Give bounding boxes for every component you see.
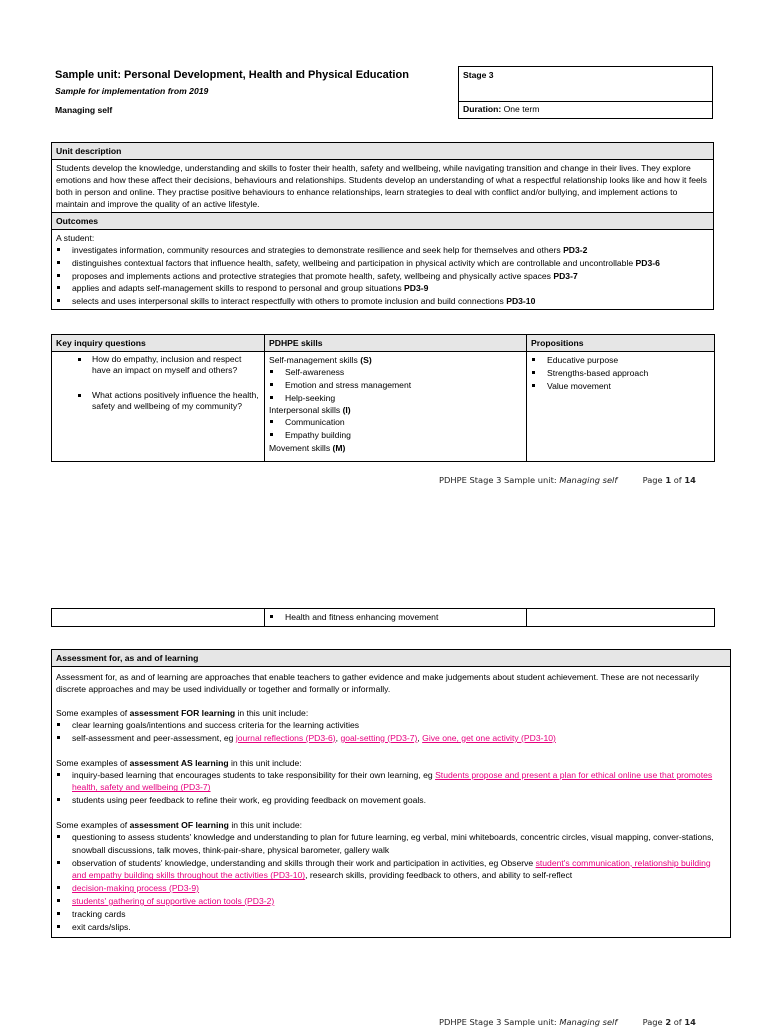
movement-label: Movement skills (M) (269, 442, 346, 453)
outcome-code: PD3-9 (404, 283, 429, 294)
outcome-code: PD3-2 (563, 245, 588, 255)
proposition-item: Value movement (531, 380, 710, 393)
list-item: observation of students' knowledge, understanding and skills through their work and participation in activities, eg Observe student's communication, relationship building and empathy building skills throughout the activities (PD3-10), research skills, providing feedback to others, and ability to self-reflect (56, 857, 726, 883)
outcomes-intro: A student: (56, 233, 95, 243)
unit-description-text: Students develop the knowledge, understanding and skills to foster their health, safety and wellbeing, while navigating transition and change in their lives. They explore emotions and how these affect their decisions, behaviours and relationships. Students develop an understanding of what a respectful relationship looks like and how it feels both in person and online. They practise positive behaviours to enhance relationships, learn strategies to deal with conflict and/or bullying, and implement actions to maintain and improve the quality of an active lifestyle. (52, 160, 714, 213)
skills-cell (265, 352, 527, 462)
page-subtitle: Sample for implementation from 2019 (55, 86, 209, 96)
duration-label: Duration: (463, 104, 502, 114)
list-item: self-assessment and peer-assessment, eg journal reflections (PD3-6), goal-setting (PD3-7), Give one, get one activity (PD3-10) (56, 732, 726, 745)
proposition-item: Educative purpose (531, 354, 710, 367)
assessment-intro: Assessment for, as and of learning are approaches that enable teachers to gather evidence and make judgements about student achievement. These are not necessarily discrete approaches and may be used individually or together and formally or informally. (56, 672, 699, 694)
unit-name: Managing self (55, 105, 113, 115)
col-heading-questions: Key inquiry questions (52, 335, 265, 352)
list-item: students using peer feedback to refine their work, eg providing feedback on movement goals. (56, 794, 726, 807)
support-tools-link[interactable]: students' gathering of supportive action tools (PD3-2) (72, 895, 275, 906)
outcomes-cell (52, 230, 714, 310)
as-heading: Some examples of assessment AS learning in this unit include: (56, 757, 302, 768)
page-title: Sample unit: Personal Development, Health and Physical Education (55, 69, 409, 81)
decision-making-link[interactable]: decision-making process (PD3-9) (72, 883, 200, 894)
skills-cell-continued (265, 609, 527, 627)
outcomes-list (56, 244, 709, 308)
unit-description-table (51, 142, 714, 310)
duration (459, 102, 712, 116)
communication-skills-link[interactable]: student's communication, relationship building and empathy building skills throughout the activities (PD3-10) (72, 857, 711, 881)
skill-item: Empathy building (269, 429, 522, 442)
list-item: inquiry-based learning that encourages students to take responsibility for their own learning, eg Students propose and present a plan for ethical online use that promotes health, safety and wellbeing (PD3-7) (56, 769, 726, 795)
list-item: clear learning goals/intentions and success criteria for the learning activities (56, 719, 726, 732)
col-heading-skills: PDHPE skills (265, 335, 527, 352)
outcome-item: applies and adapts self-management skills to respond to personal and group situations PD3-9 (56, 282, 709, 295)
ethical-online-plan-link[interactable]: Students propose and present a plan for ethical online use that promotes health, safety and wellbeing (PD3-7) (72, 769, 713, 793)
goal-setting-link[interactable]: goal-setting (PD3-7) (340, 732, 418, 743)
question-item: What actions positively influence the health, safety and wellbeing of my community? (56, 390, 260, 411)
question-item: How do empathy, inclusion and respect have an impact on myself and others? (56, 354, 260, 375)
questions-cell-empty (52, 609, 265, 627)
questions-cell (52, 352, 265, 462)
propositions-cell (527, 352, 715, 462)
skill-item: Communication (269, 416, 522, 429)
inquiry-table-continued (51, 608, 715, 627)
proposition-item: Strengths-based approach (531, 367, 710, 380)
outcome-code: PD3-6 (635, 257, 660, 268)
assessment-heading: Assessment for, as and of learning (52, 650, 731, 667)
outcome-item: investigates information, community resources and strategies to demonstrate resilience and seek help for themselves and others PD3-2 (56, 244, 709, 257)
page-footer: PDHPE Stage 3 Sample unit: Managing self Page 1 of 14 (439, 475, 696, 485)
of-heading: Some examples of assessment OF learning in this unit include: (56, 819, 303, 830)
give-one-get-one-link[interactable]: Give one, get one activity (PD3-10) (422, 732, 556, 743)
outcome-code: PD3-7 (553, 270, 578, 281)
unit-description-heading: Unit description (52, 143, 714, 160)
outcome-item: distinguishes contextual factors that influence health, safety, wellbeing and participation in physical activity which are controllable and uncontrollable PD3-6 (56, 257, 709, 270)
skill-item: Self-awareness (269, 366, 522, 379)
skill-item: Health and fitness enhancing movement (269, 611, 522, 624)
assessment-body (52, 667, 731, 938)
page-footer-2: PDHPE Stage 3 Sample unit: Managing self Page 2 of 14 (439, 1017, 696, 1027)
for-heading: Some examples of assessment FOR learning in this unit include: (56, 708, 309, 718)
col-heading-propositions: Propositions (527, 335, 715, 352)
outcome-item: proposes and implements actions and protective strategies that promote health, safety, wellbeing and physically active spaces PD3-7 (56, 270, 709, 283)
propositions-cell-empty (527, 609, 715, 627)
list-item: questioning to assess students' knowledge and understanding to plan for future learning, eg verbal, mini whiteboards, concentric circles, visual mapping, conver-stations, snowball discussions, talk moves, think-pair-share, physical barometer, gallery walk (56, 831, 726, 857)
list-item (56, 895, 726, 908)
self-management-label: Self-management skills (S) (269, 355, 372, 365)
list-item (56, 882, 726, 895)
inquiry-table (51, 334, 715, 462)
outcome-item: selects and uses interpersonal skills to interact respectfully with others to promote inclusion and build connections PD3-10 (56, 295, 709, 308)
outcomes-heading: Outcomes (52, 213, 714, 230)
list-item: exit cards/slips. (56, 921, 726, 934)
skill-item: Emotion and stress management (269, 379, 522, 392)
stage-label: Stage 3 (459, 67, 712, 102)
duration-value: One term (503, 104, 540, 114)
stage-box (458, 66, 713, 119)
interpersonal-label: Interpersonal skills (I) (269, 405, 351, 416)
skill-item: Help-seeking (269, 392, 522, 405)
list-item: tracking cards (56, 908, 726, 921)
journal-reflections-link[interactable]: journal reflections (PD3-6) (235, 732, 336, 743)
outcome-code: PD3-10 (506, 296, 536, 307)
assessment-table (51, 649, 731, 938)
